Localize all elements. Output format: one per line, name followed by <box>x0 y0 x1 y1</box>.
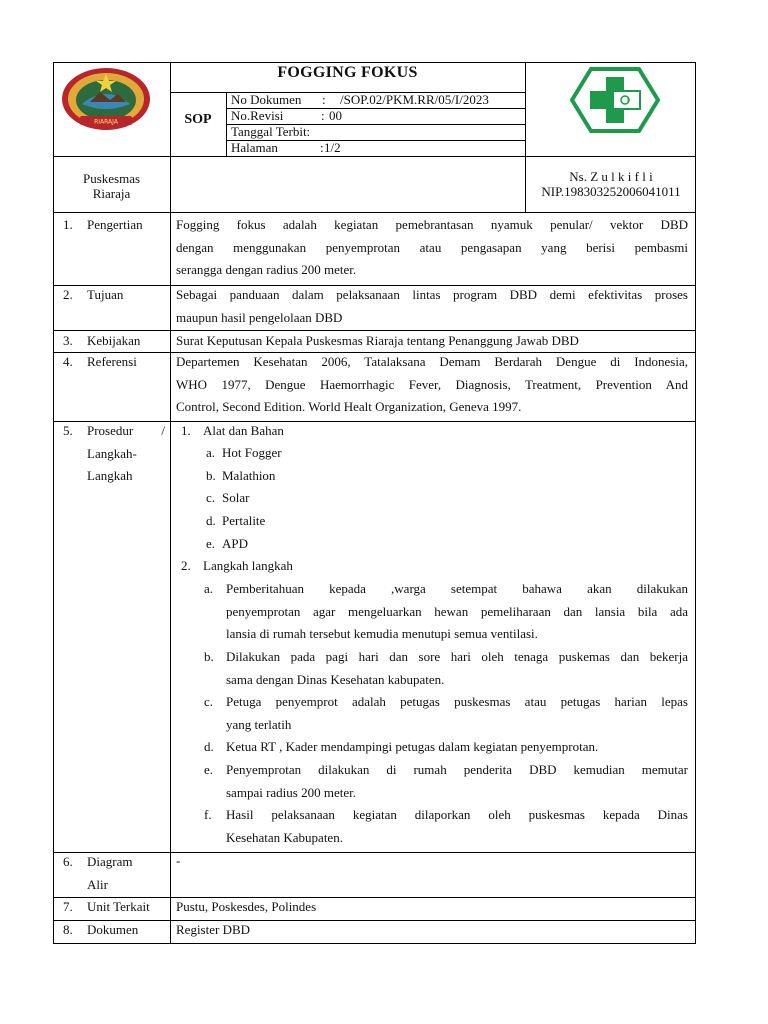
field-halaman-value: 1/2 <box>324 140 341 155</box>
alat-item: Pertalite <box>222 513 266 528</box>
text-line: Sebagai panduaan dalam pelaksanaan lintas program DBD demi efektivitas proses <box>176 287 688 302</box>
row-text-kebijakan <box>176 330 688 353</box>
text-line: sampai radius 200 meter. <box>226 784 356 800</box>
text-line: Kesehatan Kabupaten. <box>226 829 343 845</box>
text-line: maupun hasil pengelolaan DBD <box>176 309 343 325</box>
text-line: dengan menggunakan penyemprotan atau pengasapan yang berisi pembasmi <box>176 239 688 255</box>
text-line: Ketua RT , Kader mendampingi petugas dalam kegiatan penyemprotan. <box>226 739 599 754</box>
row-number: 4. <box>63 354 73 369</box>
content-column-divider <box>170 212 171 944</box>
org-name-line1: Puskesmas <box>82 171 141 186</box>
alat-letter: d. <box>206 513 216 528</box>
text-line: lansia di rumah tersebut kemudia menutupi semua ventilasi. <box>226 626 538 642</box>
field-no-dokumen-sep: : <box>322 92 326 107</box>
section-title-langkah: Langkah langkah <box>203 558 293 573</box>
row-label-dokumen <box>87 919 167 942</box>
langkah-item <box>226 804 688 849</box>
section-number: 2. <box>181 558 191 573</box>
row-label-unit-terkait <box>87 896 167 919</box>
row-text-pengertian <box>176 214 688 282</box>
text-line: Control, Second Edition. World Healt Organization, Geneva 1997. <box>176 399 522 415</box>
text-line: Fogging fokus adalah kegiatan pemebrantasan nyamuk penular/ vektor DBD <box>176 217 688 232</box>
signer-nip: NIP.198303252006041011 <box>541 184 681 199</box>
org-name-line2: Riaraja <box>92 186 131 201</box>
label-line: Unit Terkait <box>87 899 150 914</box>
field-no-revisi-label: No.Revisi <box>231 108 284 123</box>
alat-item: Hot Fogger <box>222 445 282 460</box>
alat-letter: a. <box>206 445 216 460</box>
puskesmas-cross-icon <box>569 66 661 134</box>
field-no-revisi-value: 00 <box>329 108 342 123</box>
row-number: 1. <box>63 217 73 232</box>
signer-name: Ns. Z u l k i f l i <box>569 169 653 184</box>
row-text-referensi <box>176 351 688 419</box>
regency-emblem-icon <box>60 66 152 132</box>
text-line: WHO 1977, Dengue Haemorrhagic Fever, Diagnosis, Treatment, Prevention And <box>176 376 688 392</box>
row-number: 5. <box>63 423 73 438</box>
alat-letter: e. <box>206 536 216 551</box>
label-line: Langkah- <box>87 445 137 461</box>
label-line: Alir <box>87 876 108 892</box>
row-label-tujuan: Tujuan <box>87 287 124 302</box>
langkah-item <box>226 578 688 646</box>
text-line: Pemberitahuan kepada ,warga setempat bahawa akan dilakukan <box>226 581 688 596</box>
puskesmas-logo <box>569 66 661 134</box>
row-text-tujuan <box>176 284 688 329</box>
label-line: Diagram <box>87 854 133 869</box>
row-label-diagram-alir <box>87 851 167 896</box>
langkah-letter: e. <box>204 762 214 777</box>
field-tanggal-terbit-label: Tanggal Terbit: <box>231 124 311 139</box>
emblem-text: RIARAJA <box>94 118 118 126</box>
langkah-letter: d. <box>204 739 214 754</box>
langkah-letter: b. <box>204 649 214 664</box>
label-line: Langkah <box>87 468 133 484</box>
text-line: Surat Keputusan Kepala Puskesmas Riaraja tentang Penanggung Jawab DBD <box>176 333 579 348</box>
text-line: Hasil pelaksanaan kegiatan dilaporkan oleh puskesmas kepada Dinas <box>226 807 688 822</box>
row-label-kebijakan: Kebijakan <box>87 333 141 348</box>
alat-item: Malathion <box>222 468 276 483</box>
field-halaman-sep: : <box>320 140 324 155</box>
row-text-unit-terkait: Pustu, Poskesdes, Polindes <box>176 899 317 914</box>
alat-letter: c. <box>206 490 216 505</box>
text-line: Penyemprotan dilakukan di rumah penderita DBD kemudian memutar <box>226 762 688 777</box>
text-line: Petuga penyemprot adalah petugas puskesmas atau petugas harian lepas <box>226 694 688 709</box>
langkah-item <box>226 646 688 691</box>
header-divider-mid <box>53 156 696 157</box>
row-label-pengertian: Pengertian <box>87 217 143 232</box>
row-number: 3. <box>63 333 73 348</box>
field-no-dokumen-label: No Dokumen <box>231 92 302 107</box>
row-label-prosedur <box>87 420 167 488</box>
section-title-alat: Alat dan Bahan <box>203 423 284 438</box>
alat-letter: b. <box>206 468 216 483</box>
section-number: 1. <box>181 423 191 438</box>
row-number: 2. <box>63 287 73 302</box>
field-no-dokumen-value: /SOP.02/PKM.RR/05/I/2023 <box>340 92 489 107</box>
text-line: serangga dengan radius 200 meter. <box>176 262 357 278</box>
alat-item: Solar <box>222 490 250 505</box>
sop-label: SOP <box>184 112 212 127</box>
label-line: Prosedur / <box>87 423 165 438</box>
page-title: FOGGING FOKUS <box>277 64 418 81</box>
text-line: sama dengan Dinas Kesehatan kabupaten. <box>226 671 445 687</box>
langkah-item <box>226 691 688 736</box>
langkah-letter: a. <box>204 581 214 596</box>
text-line: penyemprotan agar mengeluarkan hewan pemeliharaan dan lansia bila ada <box>226 603 688 619</box>
row-text-dokumen: Register DBD <box>176 922 251 937</box>
row-number: 6. <box>63 854 73 869</box>
regency-emblem-logo <box>60 66 152 132</box>
langkah-letter: f. <box>204 807 212 822</box>
logo-mark-text: P <box>627 98 631 104</box>
text-line: Dilakukan pada pagi hari dan sore hari oleh tenaga puskemas dan bekerja <box>226 649 688 664</box>
langkah-letter: c. <box>204 694 214 709</box>
header-divider-left <box>170 62 171 213</box>
text-line: yang terlatih <box>226 716 292 732</box>
langkah-item <box>226 759 688 804</box>
row-text-diagram-alir: - <box>176 853 181 868</box>
field-no-revisi-sep: : <box>321 108 325 123</box>
langkah-item <box>226 736 688 759</box>
text-line: Departemen Kesehatan 2006, Tatalaksana Demam Berdarah Dengue di Indonesia, <box>176 354 688 369</box>
label-line: Dokumen <box>87 922 139 937</box>
row-number: 8. <box>63 922 73 937</box>
row-label-referensi: Referensi <box>87 354 137 369</box>
alat-item: APD <box>222 536 249 551</box>
field-halaman-label: Halaman <box>231 140 278 155</box>
row-number: 7. <box>63 899 73 914</box>
